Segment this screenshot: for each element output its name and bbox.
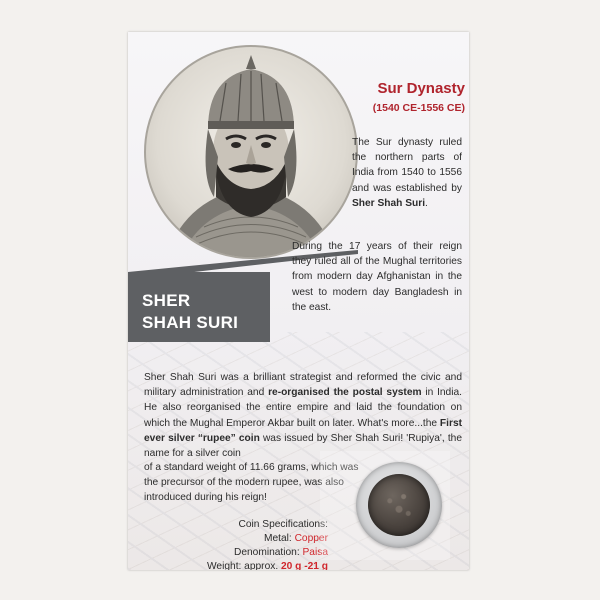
portrait-image bbox=[144, 45, 358, 259]
page-title: Sur Dynasty bbox=[377, 80, 465, 97]
portrait-illustration bbox=[146, 47, 356, 257]
coin-holder bbox=[356, 462, 442, 548]
intro-text: The Sur dynasty ruled the northern parts of India from 1540 to 1556 and was established by bbox=[352, 137, 462, 194]
spec-weight-label: Weight: approx. bbox=[207, 561, 281, 570]
achievements-text-1: Sher Shah Suri was a brilliant strategist and reformed the civic and military administration and bbox=[144, 372, 462, 399]
reign-paragraph: During the 17 years of their reign they ruled all of the Mughal territories from modern day Afghanistan in the west to modern day Bangladesh in the east. bbox=[292, 241, 462, 313]
copper-coin-image bbox=[368, 474, 430, 536]
banner-name-line2: SHAH SURI bbox=[142, 313, 239, 332]
spec-metal-label: Metal: bbox=[264, 533, 295, 544]
spec-denomination bbox=[168, 546, 328, 560]
date-range-subtitle: (1540 CE-1556 CE) bbox=[372, 102, 465, 114]
coin-folder-card bbox=[128, 32, 469, 570]
achievements-paragraph bbox=[144, 370, 462, 461]
spec-metal bbox=[168, 532, 328, 546]
achievements-text-3: was issued by Sher Shah Suri! 'Rupiya', the name for a silver coin bbox=[144, 432, 462, 460]
banner-name-line1: SHER bbox=[142, 291, 191, 310]
coin-inscription-texture bbox=[376, 484, 422, 526]
rupee-highlight: First ever silver “rupee” coin bbox=[144, 417, 462, 444]
intro-text-end: . bbox=[425, 197, 428, 209]
specs-heading: Coin Specifications: bbox=[238, 519, 328, 530]
spec-weight bbox=[168, 560, 328, 570]
intro-paragraph bbox=[352, 135, 462, 211]
spec-denomination-value: Paisa bbox=[302, 547, 328, 558]
rupiya-paragraph: of a standard weight of 11.66 grams, which was the precursor of the modern rupee, was also introduced during his reign! bbox=[144, 462, 359, 504]
founder-name: Sher Shah Suri bbox=[352, 197, 426, 209]
coin-specifications bbox=[168, 518, 328, 570]
postal-highlight: re-organised the postal system bbox=[268, 387, 422, 399]
spec-weight-value: 20 g -21 g bbox=[281, 561, 328, 570]
achievements-text-2: in India. He also reorganised the entire empire and laid the foundation on which the Mughal Emperor Akbar built on later. What's more...the bbox=[144, 387, 462, 429]
banner-name bbox=[142, 290, 272, 334]
spec-denomination-label: Denomination: bbox=[233, 547, 303, 558]
spec-metal-value: Copper bbox=[294, 533, 328, 544]
